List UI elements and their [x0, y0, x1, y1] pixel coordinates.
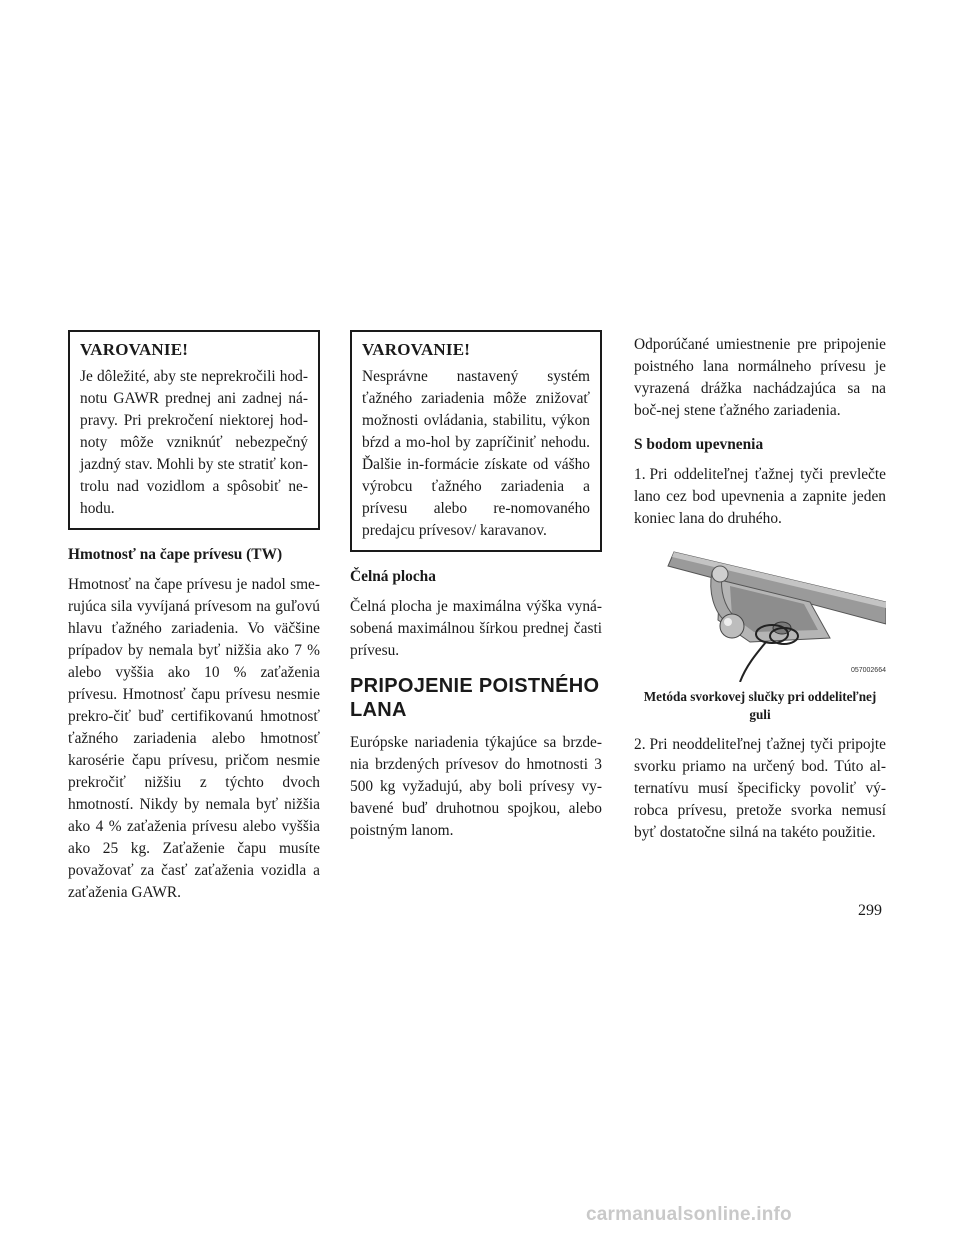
warning-title: VAROVANIE!: [362, 340, 471, 359]
intro-paragraph: Odporúčané umiestnenie pre pripojenie poistného lana normálneho prívesu je vyrazená drážka nachádzajúca sa na boč-nej stene ťažného zariadenia.: [634, 336, 886, 419]
step-2-text: Pri neoddeliteľnej ťažnej tyči pripojte svorku priamo na určený bod. Túto al-ternatívu musí špecificky povoliť vý-robca prívesu, pretože svorka nemusí byť dostatočne silná na takéto použitie.: [634, 736, 886, 841]
column-middle: [350, 330, 602, 854]
figure-code: 057002664: [850, 667, 886, 674]
step-1-text: Pri oddeliteľnej ťažnej tyči prevlečte lano cez bod upevnenia a zapnite jeden koniec lana do druhého.: [634, 466, 886, 527]
frontal-area-heading: Čelná plocha: [350, 568, 436, 585]
tongue-weight-heading: Hmotnosť na čape prívesu (TW): [68, 546, 283, 563]
column-right: [634, 334, 886, 856]
section-title: PRIPOJENIE POISTNÉHO LANA: [350, 675, 600, 721]
step-2: [634, 734, 886, 844]
watermark: carmanualsonline.info: [586, 1204, 792, 1225]
attachment-point-heading: S bodom upevnenia: [634, 436, 764, 453]
warning-box-towing-system: [350, 330, 602, 552]
figure-caption: Metóda svorkovej slučky pri oddeliteľnej guli: [643, 689, 877, 722]
step-2-number: 2.: [634, 736, 646, 753]
frontal-area-paragraph: Čelná plocha je maximálna výška vyná-sobená maximálnou šírkou prednej časti prívesu.: [350, 598, 602, 659]
step-1-number: 1.: [634, 466, 646, 483]
warning-text: Nesprávne nastavený systém ťažného zariadenia môže znižovať možnosti ovládania, stabilitu, výkon bŕzd a mo-hol by zapríčiniť nehodu. Ďalšie in-formácie získate od vášho výrobcu ťažného zariadenia a prívesu alebo re-nomovaného predajcu prívesov/ karavanov.: [362, 368, 590, 539]
warning-text: Je dôležité, aby ste neprekročili hod-notu GAWR prednej ani zadnej ná-pravy. Pri prekročení niektorej hod-noty môže vzniknúť nebezpečný jazdný stav. Mohli by ste stratiť kon-trolu nad vozidlom a spôsobiť ne-hodu.: [80, 368, 308, 517]
tow-hitch-illustration: [634, 542, 886, 682]
step-1: [634, 464, 886, 530]
tow-hitch-drawing: [634, 542, 886, 682]
warning-title: VAROVANIE!: [80, 340, 189, 359]
section-paragraph: Európske nariadenia týkajúce sa brzde-nia brzdených prívesov do hmotnosti 3 500 kg vyžadujú, aby boli prívesy vy-bavené buď druhotnou spojkou, alebo poistným lanom.: [350, 734, 602, 839]
page-number: 299: [858, 902, 882, 919]
warning-box-gawr: [68, 330, 320, 530]
column-left: [68, 330, 320, 916]
tongue-weight-paragraph: Hmotnosť na čape prívesu je nadol sme-rujúca sila vyvíjaná prívesom na guľovú hlavu ťažného zariadenia. Vo väčšine prípadov by nemala byť nižšia ako 7 % alebo vyššia ako 10 % zaťaženia prívesu. Hmotnosť čapu prívesu nesmie prekro-čiť buď certifikovanú hmotnosť ťažného zariadenia alebo hmotnosť karosérie čapu prívesu, pričom nesmie prekročiť nižšiu z týchto dvoch hmotností. Nikdy by nemala byť nižšia ako 4 % zaťaženia prívesu alebo vyššia ako 25 kg. Zaťaženie čapu musíte považovať za časť zaťaženia vozidla a zaťaženia GAWR.: [68, 576, 320, 901]
